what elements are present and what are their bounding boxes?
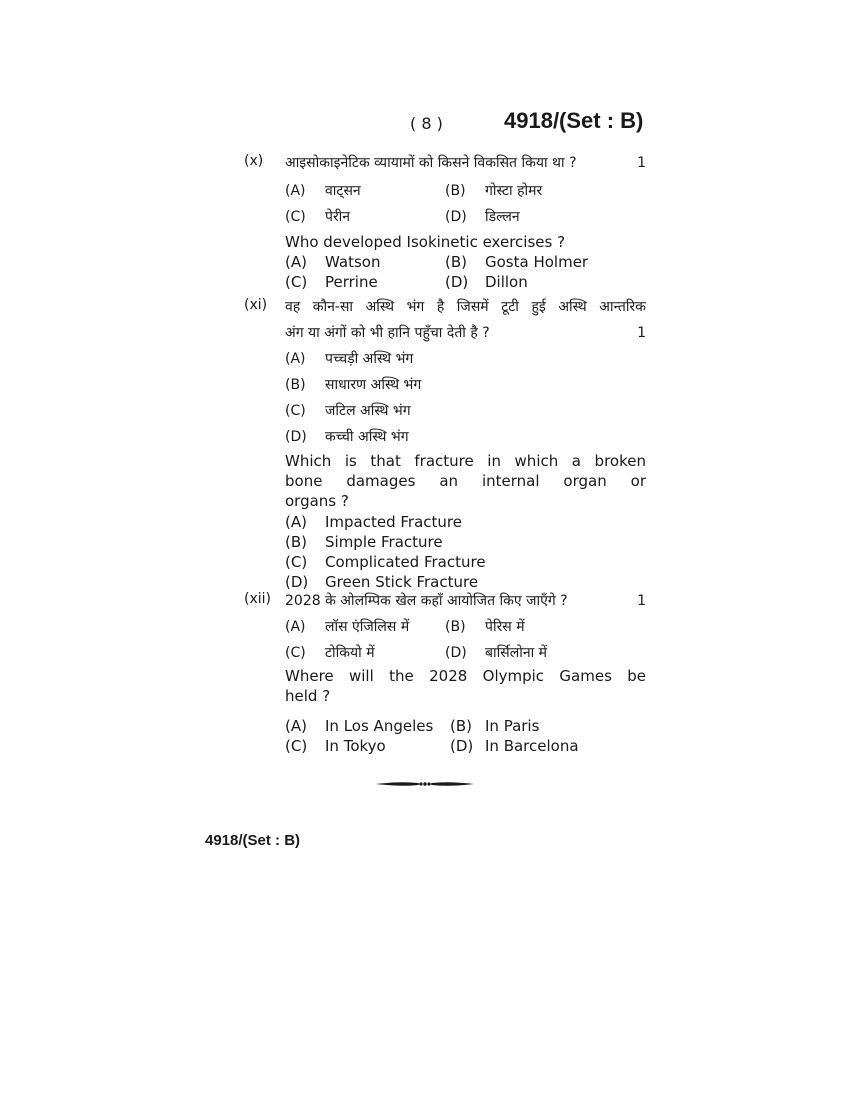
- hindi-option-b: (B) गोस्टा होमर: [445, 183, 543, 199]
- hindi-option-c: (C) जटिल अस्थि भंग: [285, 403, 411, 419]
- english-options-row-1: [285, 252, 646, 272]
- page-header: [0, 108, 850, 138]
- english-question-line-1: Where will the 2028 Olympic Games be: [285, 667, 646, 685]
- hindi-option-a: (A) वाट्सन: [285, 183, 361, 199]
- hindi-options-row-1: [285, 178, 646, 204]
- english-option-d: (D) Green Stick Fracture: [285, 573, 479, 591]
- question-number: (xi): [244, 297, 268, 313]
- hindi-option-c: (C) टोकियो में: [285, 645, 375, 661]
- hindi-options-row-1: [285, 614, 646, 640]
- question-marks: 1: [637, 593, 646, 609]
- english-option-a: (A) Impacted Fracture: [285, 513, 462, 531]
- english-question: Who developed Isokinetic exercises ?: [285, 233, 566, 251]
- english-options-row-1: [285, 716, 646, 736]
- question-xii: [244, 588, 646, 756]
- hindi-question: आइसोकाइनेटिक व्यायामों को किसने विकसित किया था ? 1: [285, 150, 646, 176]
- hindi-options-row-2: [285, 640, 646, 666]
- hindi-option-b: (B) साधारण अस्थि भंग: [285, 377, 422, 393]
- english-option-c: (C) Perrine: [285, 273, 378, 291]
- english-option-d: (D) Dillon: [445, 273, 528, 291]
- question-marks: 1: [637, 155, 646, 171]
- question-x: [244, 150, 646, 292]
- english-question-line-1: Which is that fracture in which a broken: [285, 452, 646, 470]
- end-ornament-icon: [376, 778, 474, 790]
- hindi-option-a: (A) लॉस एंजिलिस में: [285, 619, 410, 635]
- hindi-option-a: (A) पच्चड़ी अस्थि भंग: [285, 351, 414, 367]
- footer-paper-code: 4918/(Set : B): [205, 832, 301, 849]
- english-option-a: (A) Watson: [285, 253, 381, 271]
- english-option-b: (B) In Paris: [450, 717, 540, 735]
- paper-code: 4918/(Set : B): [504, 108, 644, 133]
- question-number: (x): [244, 153, 264, 169]
- english-question-line-3: organs ?: [285, 492, 349, 510]
- hindi-option-d: (D) कच्ची अस्थि भंग: [285, 429, 409, 445]
- question-xi: [244, 294, 646, 592]
- hindi-option-b: (B) पेरिस में: [445, 619, 525, 635]
- english-question-line-2: bone damages an internal organ or: [285, 472, 646, 490]
- english-option-a: (A) In Los Angeles: [285, 717, 434, 735]
- english-option-b: (B) Gosta Holmer: [445, 253, 589, 271]
- hindi-question-line-2: अंग या अंगों को भी हानि पहुँचा देती है ? 1: [285, 320, 646, 346]
- hindi-question: 2028 के ओलम्पिक खेल कहाँ आयोजित किए जाएँगे ? 1: [285, 588, 646, 614]
- english-option-b: (B) Simple Fracture: [285, 533, 443, 551]
- hindi-option-d: (D) डिल्लन: [445, 209, 520, 225]
- hindi-option-c: (C) पेरीन: [285, 209, 351, 225]
- question-number: (xii): [244, 591, 271, 607]
- question-marks: 1: [637, 325, 646, 341]
- hindi-question-line-1: वह कौन-सा अस्थि भंग है जिसमें टूटी हुई अस्थि आन्तरिक: [285, 299, 646, 315]
- english-options-row-2: [285, 736, 646, 756]
- hindi-option-d: (D) बार्सिलोना में: [445, 645, 548, 661]
- english-options-row-2: [285, 272, 646, 292]
- hindi-options-row-2: [285, 204, 646, 230]
- page-number: ( 8 ): [410, 114, 443, 133]
- english-question-line-2: held ?: [285, 687, 331, 705]
- english-option-c: (C) In Tokyo: [285, 737, 386, 755]
- english-option-c: (C) Complicated Fracture: [285, 553, 486, 571]
- english-option-d: (D) In Barcelona: [450, 737, 579, 755]
